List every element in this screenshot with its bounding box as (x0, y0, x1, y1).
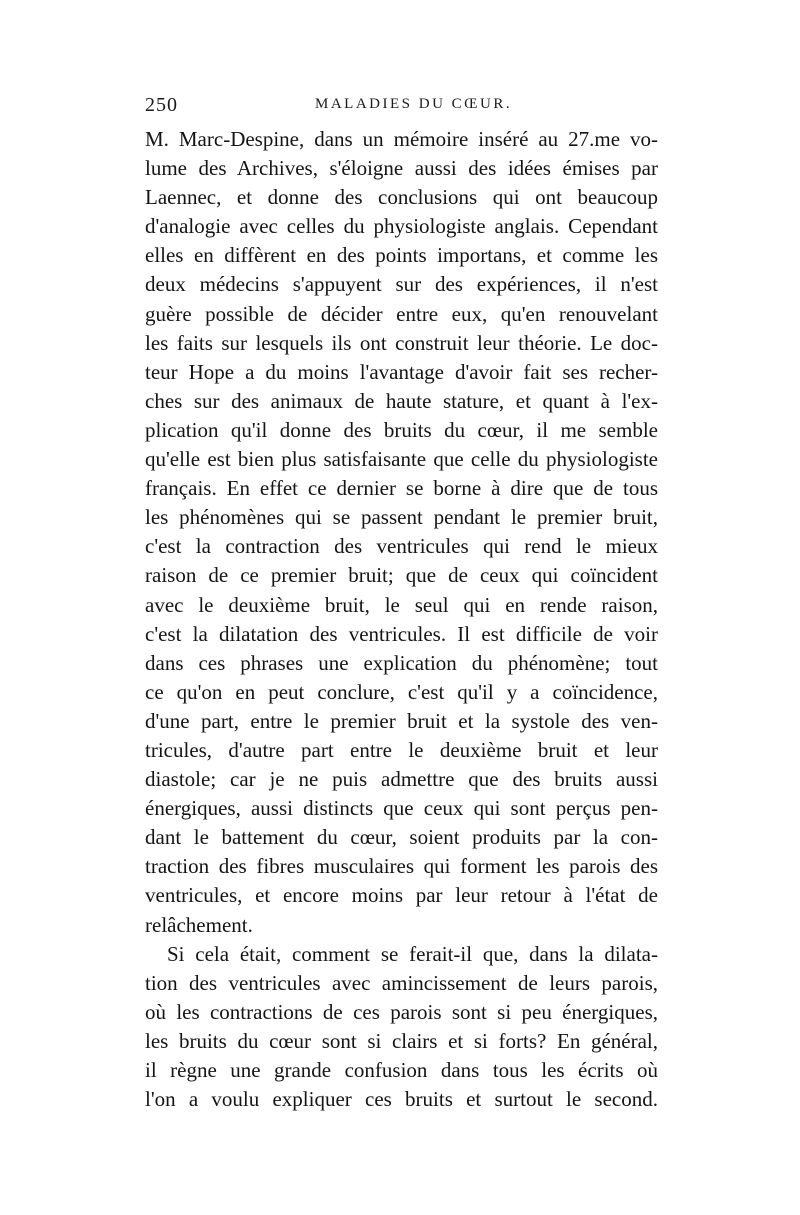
text-line: M. Marc-Despine, dans un mémoire inséré au 27.me vo- (145, 127, 658, 151)
text-line: il règne une grande confusion dans tous les écrits où (145, 1058, 658, 1082)
text-line: deux médecins s'appuyent sur des expériences, il n'est (145, 272, 658, 297)
text-line: teur Hope a du moins l'avantage d'avoir fait ses recher- (145, 359, 658, 384)
text-line: d'analogie avec celles du physiologiste anglais. Cependant (145, 214, 658, 239)
text-line: d'une part, entre le premier bruit et la systole des ven- (145, 708, 658, 733)
text-line: avec le deuxième bruit, le seul qui en rende raison, (145, 592, 658, 617)
text-line: les phénomènes qui se passent pendant le premier bruit, (145, 505, 658, 530)
paragraph-end-line: relâchement. (145, 912, 253, 937)
text-line: dant le battement du cœur, soient produits par la con- (145, 825, 658, 850)
text-line: l'on a voulu expliquer ces bruits et surtout le second. (145, 1087, 658, 1112)
text-line: tricules, d'autre part entre le deuxième bruit et leur (145, 737, 658, 762)
text-line: lume des Archives, s'éloigne aussi des idées émises par (145, 156, 658, 181)
text-line: où les contractions de ces parois sont si peu énergiques, (145, 999, 658, 1024)
text-line: énergiques, aussi distincts que ceux qui sont perçus pen- (145, 796, 658, 821)
text-line: c'est la dilatation des ventricules. Il est difficile de voir (145, 621, 658, 646)
text-line: c'est la contraction des ventricules qui rend le mieux (145, 534, 658, 559)
text-line: les bruits du cœur sont si clairs et si forts? En général, (145, 1028, 658, 1053)
text-line: traction des fibres musculaires qui forment les parois des (145, 854, 658, 879)
paragraph-start-line: Si cela était, comment se ferait-il que, dans la dilata- (167, 941, 658, 966)
page-number: 250 (145, 94, 178, 116)
running-head-title: MALADIES DU CŒUR. (315, 96, 513, 112)
text-line: français. En effet ce dernier se borne à dire que de tous (145, 476, 658, 501)
text-line: tion des ventricules avec amincissement de leurs parois, (145, 970, 658, 995)
text-line: ches sur des animaux de haute stature, et quant à l'ex- (145, 388, 658, 413)
text-line: ventricules, et encore moins par leur retour à l'état de (145, 883, 658, 908)
body-text (145, 125, 658, 1114)
text-line: elles en diffèrent en des points importans, et comme les (145, 243, 658, 268)
text-line: plication qu'il donne des bruits du cœur, il me semble (145, 417, 658, 442)
text-line: les faits sur lesquels ils ont construit leur théorie. Le doc- (145, 330, 658, 355)
text-line: dans ces phrases une explication du phénomène; tout (145, 650, 658, 675)
text-line: diastole; car je ne puis admettre que des bruits aussi (145, 767, 658, 792)
text-line: guère possible de décider entre eux, qu'en renouvelant (145, 301, 658, 326)
text-line: qu'elle est bien plus satisfaisante que celle du physiologiste (145, 447, 658, 472)
text-line: Laennec, et donne des conclusions qui ont beaucoup (145, 185, 658, 210)
running-head (145, 94, 660, 120)
text-line: raison de ce premier bruit; que de ceux qui coïncident (145, 563, 658, 588)
text-line: ce qu'on en peut conclure, c'est qu'il y a coïncidence, (145, 679, 658, 704)
